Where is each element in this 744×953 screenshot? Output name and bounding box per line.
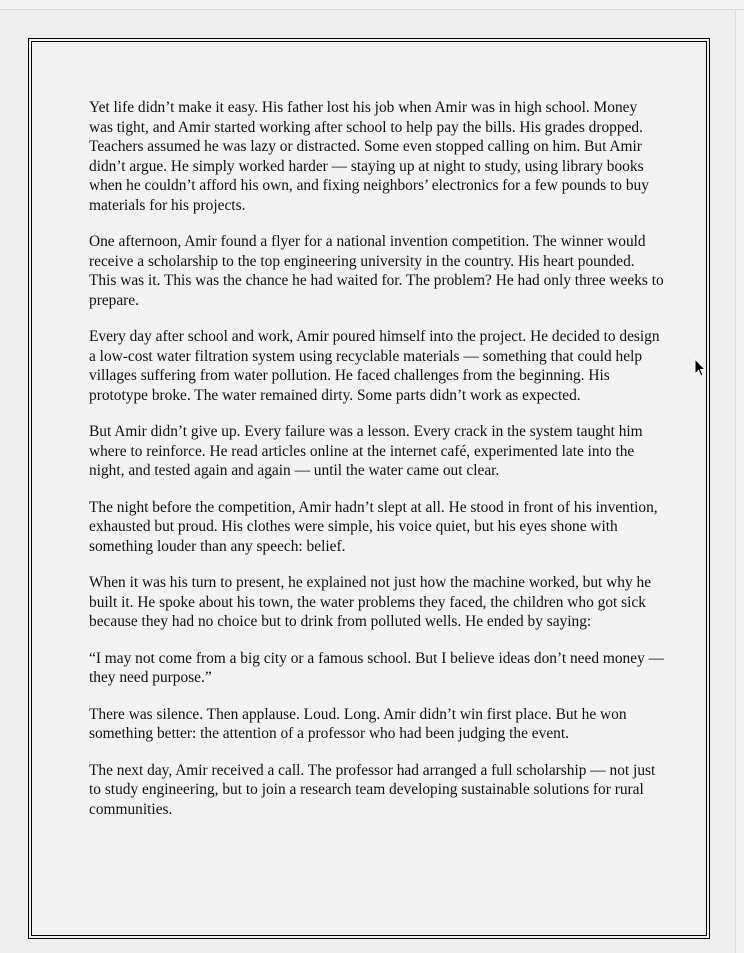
paragraph-6: When it was his turn to present, he explained not just how the machine worked, but why he built it. He spoke about his town, the water problems they faced, the children who got sick because they had no choice but to drink from polluted wells. He ended by saying: — [89, 574, 652, 630]
paragraph-8: There was silence. Then applause. Loud. Long. Amir didn’t win first place. But he won something better: the attention of a professor who had been judging the event. — [89, 705, 627, 742]
paragraph-1: Yet life didn’t make it easy. His father lost his job when Amir was in high school. Money was tight, and Amir started working after school to help pay the bills. His grades dropped. Teachers assumed he was lazy or distracted. Some even stopped calling on him. But Amir didn’t argue. He simply worked harder — staying up at night to study, using library books when he couldn’t afford his own, and fixing neighbors’ electronics for a few pounds to buy materials for his projects. — [89, 99, 649, 214]
page-body — [89, 98, 664, 836]
paragraph-9: The next day, Amir received a call. The professor had arranged a full scholarship — not just to study engineering, but to join a research team developing sustainable solutions for rural communities. — [89, 761, 656, 818]
mouse-pointer-icon — [694, 358, 706, 378]
paragraph-7-quote: “I may not come from a big city or a famous school. But I believe ideas don’t need money — they need purpose.” — [89, 649, 664, 686]
paragraph-2: One afternoon, Amir found a flyer for a national invention competition. The winner would receive a scholarship to the top engineering university in the country. His heart pounded. This was it. This was the chance he had waited for. The problem? He had only three weeks to prepare. — [89, 233, 664, 309]
top-toolbar-edge — [0, 0, 744, 10]
document-page — [28, 38, 710, 939]
paragraph-5: The night before the competition, Amir hadn’t slept at all. He stood in front of his invention, exhausted but proud. His clothes were simple, his voice quiet, but his eyes shone with something louder than any speech: belief. — [89, 498, 658, 555]
paragraph-3: Every day after school and work, Amir poured himself into the project. He decided to design a low-cost water filtration system using recyclable materials — something that could help villages suffering from water pollution. He faced challenges from the beginning. His prototype broke. The water remained dirty. Some parts didn’t work as expected. — [89, 328, 660, 404]
paragraph-4: But Amir didn’t give up. Every failure was a lesson. Every crack in the system taught him where to reinforce. He read articles online at the internet café, experimented late into the night, and tested again and again — until the water came out clear. — [89, 423, 643, 479]
vertical-scrollbar[interactable] — [735, 10, 744, 953]
